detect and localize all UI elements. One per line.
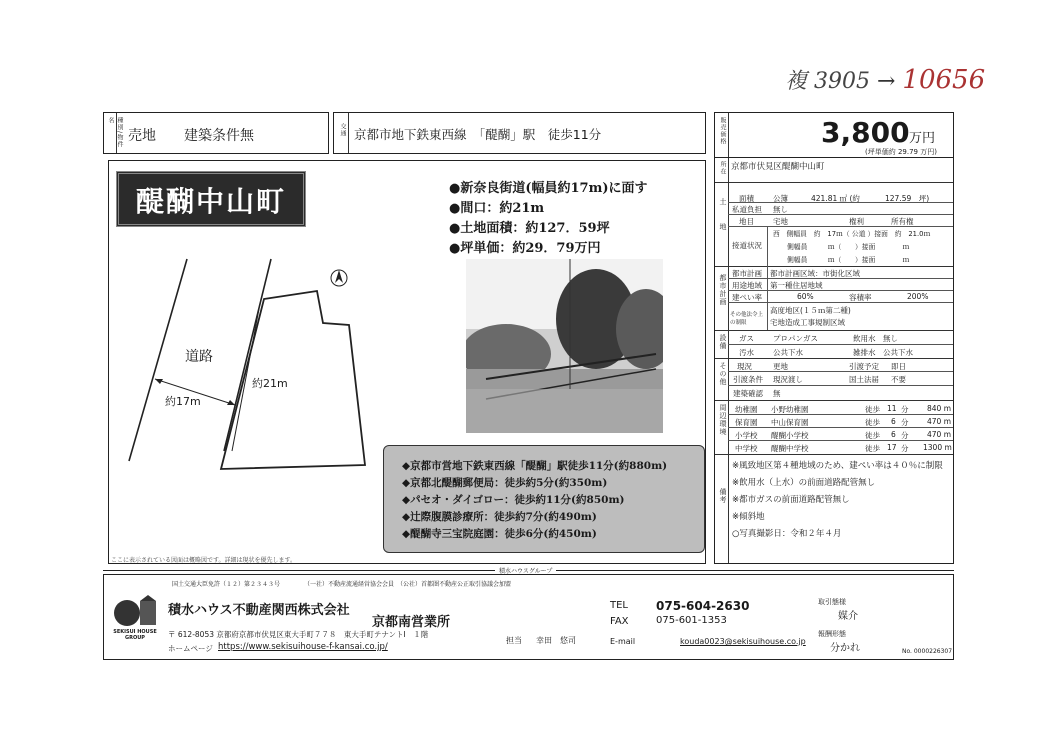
land-category-label: 地目 <box>739 217 754 226</box>
surround-kind-4: 中学校 <box>735 444 758 453</box>
private-road-label: 私道負担 <box>732 205 762 214</box>
nearby-5: ◆醍醐寺三宝院庭園：徒歩6分(約450m) <box>402 528 597 540</box>
price-value: 3,800 <box>821 116 910 149</box>
disclaimer: ここに表示されている図面は概略図です。詳細は現状を優先します。 <box>111 557 297 564</box>
note-left: 複 3905 <box>785 69 870 94</box>
nearby-3: ◆パセオ・ダイゴロー：徒歩約11分(約850m) <box>402 494 625 506</box>
status-label: 現況 <box>737 362 752 371</box>
drain-label: 雑排水 <box>853 348 876 357</box>
tel-label: TEL <box>610 600 628 611</box>
road-edge-left <box>129 259 187 461</box>
area-label: 面積 <box>739 194 754 203</box>
logo-mark <box>112 595 158 629</box>
nearby-4: ◆辻際腹膜診療所：徒歩約7分(約490m) <box>402 511 597 523</box>
other-label: その他 <box>719 362 727 386</box>
handover: 即日 <box>891 362 906 371</box>
surround-mode-4: 徒歩 <box>865 444 880 453</box>
surround-dist-4: 1300 m <box>923 443 952 452</box>
surround-min-2: 6 <box>891 417 896 426</box>
handwritten-note <box>785 64 985 95</box>
footer-box <box>103 574 954 660</box>
surround-unit-4: 分 <box>901 444 909 453</box>
property-type: 売地 <box>128 128 156 144</box>
confirm-label: 建築確認 <box>733 389 763 398</box>
remark-1: ※風致地区第４種地域のため、建ぺい率は４０％に制限 <box>732 461 943 471</box>
surroundings-label: 周辺環境 <box>719 404 727 436</box>
staff-name: 幸田 悠司 <box>536 636 576 645</box>
homepage-link[interactable]: https://www.sekisuihouse-f-kansai.co.jp/ <box>218 642 388 652</box>
site-photo <box>466 259 663 433</box>
area-tsubo: 127.59 坪) <box>885 194 930 203</box>
water: 無し <box>883 334 898 343</box>
main-panel <box>108 160 706 564</box>
other-law-label: その他法令上の制限 <box>730 312 764 326</box>
utilities-label: 設備 <box>719 334 727 350</box>
surround-name-1: 小野幼稚園 <box>771 405 809 414</box>
other-law-2: 宅地造成工事規制区域 <box>770 318 845 327</box>
price-per-tsubo: (坪単価約 29.79 万円) <box>865 148 937 156</box>
email-link[interactable]: kouda0023@sekisuihouse.co.jp <box>680 637 806 646</box>
far: 200% <box>907 292 929 301</box>
bcr-label: 建ぺい率 <box>732 293 762 302</box>
surround-name-3: 醍醐小学校 <box>771 431 809 440</box>
cond-label: 引渡条件 <box>733 375 763 384</box>
location-value: 京都市伏見区醍醐中山町 <box>731 162 825 172</box>
nearby-1: ◆京都市営地下鉄東西線「醍醐」駅徒歩11分(約880m) <box>402 460 668 472</box>
area-sqm: 421.81 ㎡ (約 <box>811 194 860 203</box>
gas: プロパンガス <box>773 334 818 343</box>
remark-5: ○写真撮影日：令和２年４月 <box>732 529 842 539</box>
nearby-2: ◆京都北醍醐郵便局：徒歩約5分(約350m) <box>402 477 608 489</box>
remark-3: ※都市ガスの前面道路配管無し <box>732 495 850 505</box>
access-row-2: 側幅員 ｍ（ ）接面 ｍ <box>787 243 910 251</box>
surround-mode-2: 徒歩 <box>865 418 880 427</box>
header-price-box <box>714 112 954 158</box>
surround-name-4: 醍醐中学校 <box>771 444 809 453</box>
lot-outline <box>221 291 365 469</box>
area-class: 都市計画区域：市街化区域 <box>770 269 860 278</box>
price-unit: 万円 <box>909 131 936 146</box>
address: 〒 612-8053 京都府京都市伏見区東大手町７７８ 東大手町テナントⅠ １階 <box>168 630 429 639</box>
sewage-label: 汚水 <box>739 348 754 357</box>
landuse: 不要 <box>891 375 906 384</box>
note-arrow: → <box>876 69 896 94</box>
homepage-label: ホームページ <box>168 644 213 653</box>
document-number: No. 0000226307 <box>902 648 953 655</box>
land-label: 土地 <box>719 198 727 248</box>
email-label: E-mail <box>610 637 636 646</box>
far-label: 容積率 <box>849 293 872 302</box>
license-1: 国土交通大臣免許（１２）第２３４３号 <box>172 581 281 588</box>
access-label: 接道状況 <box>732 241 762 250</box>
surround-dist-1: 840 m <box>927 404 952 413</box>
surround-kind-3: 小学校 <box>735 431 758 440</box>
surround-min-1: 11 <box>887 404 897 413</box>
fax-number: 075-601-1353 <box>656 615 727 626</box>
drain: 公共下水 <box>883 348 913 357</box>
access-row-1: 西 側幅員 約 17ｍ（ 公道 ）接面 約 21.0ｍ <box>773 230 931 238</box>
fee-value: 分かれ <box>830 643 860 654</box>
road-width: 約17m <box>165 395 201 408</box>
site-map <box>109 251 409 471</box>
land-category: 宅地 <box>773 217 788 226</box>
sewage: 公共下水 <box>773 348 803 357</box>
nearby-scroll <box>383 445 705 553</box>
traffic-text: 京都市地下鉄東西線 「醍醐」駅 徒歩11分 <box>354 127 602 142</box>
rights-label: 権利 <box>849 217 864 226</box>
remark-2: ※飲用水（上水）の前面道路配管無し <box>732 478 876 488</box>
zoning: 第一種住居地域 <box>770 281 823 290</box>
status: 更地 <box>773 362 788 371</box>
surround-dist-3: 470 m <box>927 430 952 439</box>
license-2: （一社）不動産流通経営協会会員 （公社）首都圏不動産公正取引協議会加盟 <box>304 581 512 588</box>
highlight-2: ●間口：約21m <box>449 201 545 216</box>
surround-dist-2: 470 m <box>927 417 952 426</box>
location-label: 所在 <box>719 161 726 175</box>
private-road: 無し <box>773 205 788 214</box>
access-row-3: 側幅員 ｍ（ ）接面 ｍ <box>787 256 910 264</box>
handover-label: 引渡予定 <box>849 362 879 371</box>
cond: 現況渡し <box>773 375 803 384</box>
title-text: 醍醐中山町 <box>135 185 286 218</box>
gas-label: ガス <box>739 334 754 343</box>
road-edge-right <box>224 259 271 451</box>
water-label: 飲用水 <box>853 334 876 343</box>
surround-min-4: 17 <box>887 443 897 452</box>
surround-kind-2: 保育園 <box>735 418 758 427</box>
highlight-4: ●坪単価：約29．79万円 <box>449 241 601 256</box>
build-condition: 建築条件無 <box>184 128 254 144</box>
landuse-label: 国土法届 <box>849 375 879 384</box>
surround-unit-3: 分 <box>901 431 909 440</box>
surround-unit-2: 分 <box>901 418 909 427</box>
city-plan-label: 都市計画 <box>719 274 727 306</box>
group-label: 積水ハウスグループ <box>495 566 556 575</box>
price-label: 販売価格 <box>719 117 726 145</box>
transaction-label: 取引態様 <box>818 598 846 606</box>
frontage-length: 約21m <box>252 377 288 390</box>
branch-name: 京都南営業所 <box>372 615 451 630</box>
company-name: 積水ハウス不動産関西株式会社 <box>168 603 350 618</box>
bcr: 60% <box>797 292 814 301</box>
surround-unit-1: 分 <box>901 405 909 414</box>
area-kind: 公簿 <box>773 194 788 203</box>
header-type-box <box>103 112 329 154</box>
remark-4: ※傾斜地 <box>732 512 765 522</box>
surround-mode-3: 徒歩 <box>865 431 880 440</box>
surround-kind-1: 幼稚園 <box>735 405 758 414</box>
surround-min-3: 6 <box>891 430 896 439</box>
confirm: 無 <box>773 389 781 398</box>
fax-label: FAX <box>610 616 629 627</box>
sekisui-logo <box>112 595 158 641</box>
note-right: 10656 <box>902 65 986 95</box>
transaction-value: 媒介 <box>838 611 858 622</box>
zoning-label: 用途地域 <box>732 281 762 290</box>
surround-name-2: 中山保育園 <box>771 418 809 427</box>
surround-mode-1: 徒歩 <box>865 405 880 414</box>
title-block <box>116 171 306 227</box>
highlight-1: ●新奈良街道(幅員約17m)に面す <box>449 181 648 196</box>
area-class-label: 都市計画 <box>732 269 762 278</box>
fee-label: 報酬形態 <box>818 630 846 638</box>
highlight-3: ●土地面積：約127．59坪 <box>449 221 610 236</box>
staff-label: 担当 <box>506 636 522 645</box>
logo-text: SEKISUI HOUSE GROUP <box>113 629 157 641</box>
tel-number: 075-604-2630 <box>656 599 750 613</box>
header-traffic-box <box>333 112 706 154</box>
road-label: 道路 <box>185 349 213 365</box>
type-label: 種別/物件名 <box>107 117 123 149</box>
remarks-label: 備考 <box>719 488 727 504</box>
other-law-1: 高度地区(１５ｍ第二種) <box>770 306 851 315</box>
traffic-label: 交通 <box>339 123 346 137</box>
info-panel <box>714 158 954 564</box>
rights: 所有権 <box>891 217 914 226</box>
